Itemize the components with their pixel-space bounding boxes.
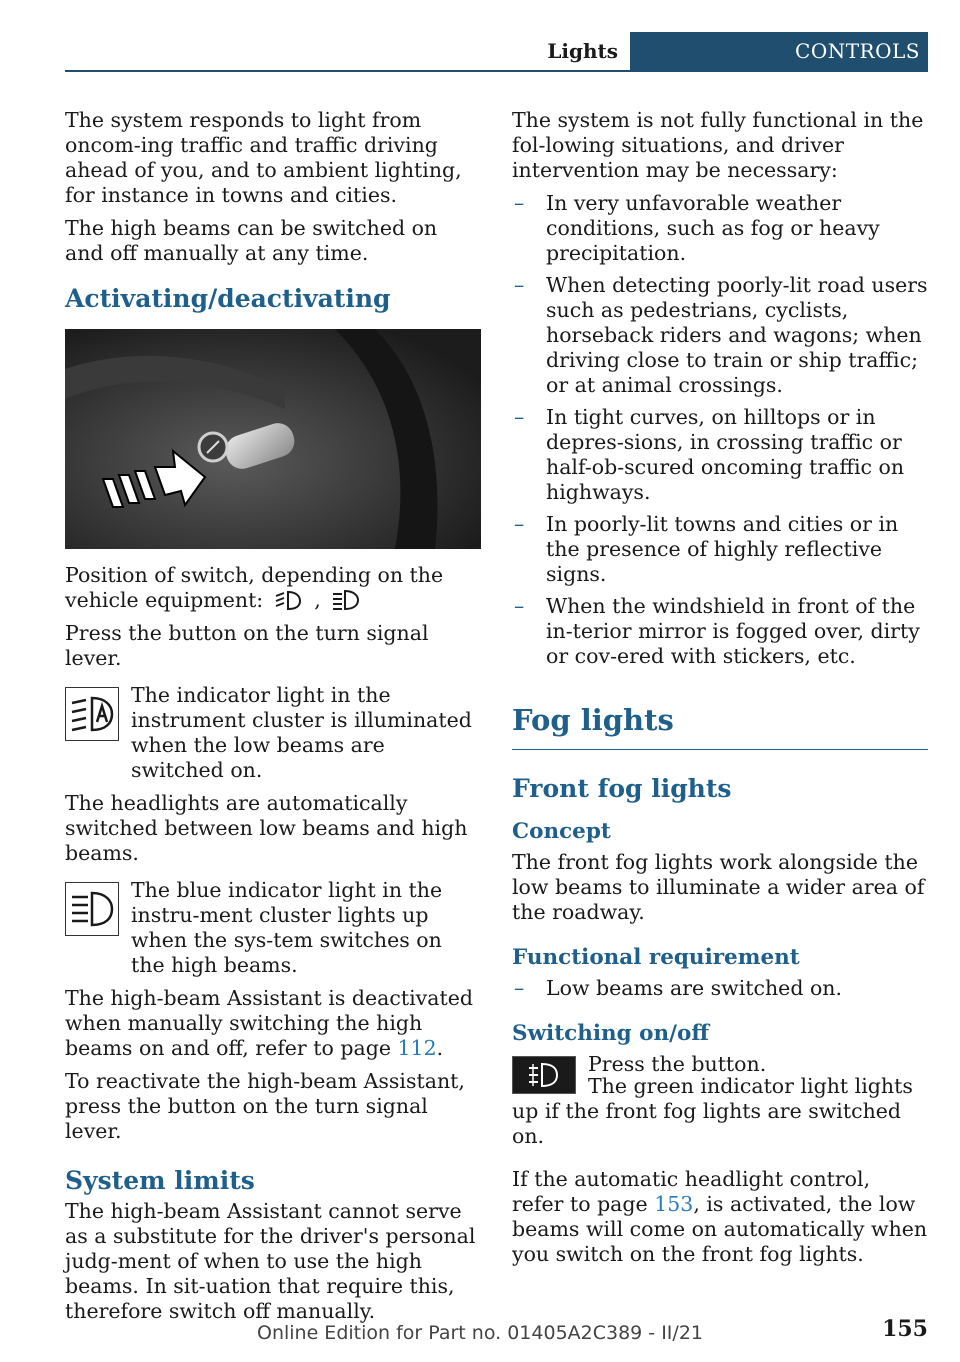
indicator-high-beam-row bbox=[65, 878, 481, 978]
paragraph-deactivate: The high-beam Assistant is deactivated when manually switching the high beams on and off, refer to page 112. bbox=[65, 986, 473, 1060]
paragraph: The front fog lights work alongside the low beams to illuminate a wider area of the roadway. bbox=[512, 850, 925, 924]
paragraph-position: Position of switch, depending on the vehicle equipment: , bbox=[65, 563, 444, 612]
page-header bbox=[65, 32, 928, 72]
indicator-low-beam-row bbox=[65, 683, 481, 783]
fog-button-row bbox=[512, 1052, 928, 1102]
list-item: – In tight curves, on hilltops or in depres-sions, in crossing traffic or half-ob-scured oncoming traffic on highways. bbox=[512, 405, 928, 505]
heading-activating: Activating/deactivating bbox=[65, 284, 391, 313]
section-title: Lights bbox=[547, 39, 618, 63]
requirement-list bbox=[512, 976, 928, 1001]
list-item: – When the windshield in front of the in-terior mirror is fogged over, dirty or cov-ered with stickers, etc. bbox=[512, 594, 928, 669]
paragraph-auto-headlight: If the automatic headlight control, refer to page 153, is activated, the low beams will come on automatically when you switch on the front fog lights. bbox=[512, 1167, 928, 1266]
page-number: 155 bbox=[882, 1316, 928, 1342]
paragraph: The headlights are automatically switched between low beams and high beams. bbox=[65, 791, 468, 865]
high-beam-indicator-icon bbox=[65, 882, 119, 936]
indicator-description: The blue indicator light in the instru-ment cluster lights up when the sys-tem switches on the high beams. bbox=[131, 878, 443, 977]
list-item: – Low beams are switched on. bbox=[512, 976, 928, 1001]
edition-footer: Online Edition for Part no. 01405A2C389 - II/21 bbox=[256, 1322, 703, 1344]
left-column bbox=[65, 108, 481, 1332]
paragraph: Press the button on the turn signal lever. bbox=[65, 621, 429, 670]
high-beam-icon bbox=[331, 588, 361, 612]
paragraph: To reactivate the high-beam Assistant, press the button on the turn signal lever. bbox=[65, 1069, 465, 1143]
heading-system-limits: System limits bbox=[65, 1166, 255, 1195]
heading-concept: Concept bbox=[512, 819, 611, 844]
high-beam-assist-icon bbox=[274, 588, 304, 612]
chapter-tab: CONTROLS bbox=[630, 32, 928, 70]
list-item: – In poorly-lit towns and cities or in the presence of highly reflective signs. bbox=[512, 512, 928, 587]
paragraph: The high-beam Assistant cannot serve as a substitute for the driver's personal judg-ment of when to use the high beams. In sit-uation that require this, therefore switch off manually. bbox=[65, 1199, 476, 1323]
front-fog-light-button-icon bbox=[512, 1056, 576, 1094]
limits-list bbox=[512, 191, 928, 669]
heading-front-fog-lights: Front fog lights bbox=[512, 774, 732, 803]
page-link-153[interactable]: 153 bbox=[654, 1192, 694, 1216]
paragraph-green-indicator: The green indicator light lights up if the front fog lights are switched on. bbox=[512, 1074, 913, 1148]
paragraph: Press the button. bbox=[588, 1052, 767, 1076]
list-item: – In very unfavorable weather conditions, such as fog or heavy precipitation. bbox=[512, 191, 928, 266]
steering-lever-photo bbox=[65, 329, 481, 549]
heading-fog-lights: Fog lights bbox=[512, 703, 928, 750]
page-link-112[interactable]: 112 bbox=[397, 1036, 437, 1060]
paragraph: The system is not fully functional in the fol-lowing situations, and driver intervention may be necessary: bbox=[512, 108, 924, 182]
lever-photo-illustration bbox=[65, 329, 481, 549]
list-item: – When detecting poorly-lit road users such as pedestrians, cyclists, horseback riders and wagons; when driving close to train or ship traffic; or at animal crossings. bbox=[512, 273, 928, 398]
heading-switching: Switching on/off bbox=[512, 1021, 709, 1046]
paragraph: The high beams can be switched on and off manually at any time. bbox=[65, 216, 438, 265]
indicator-description: The indicator light in the instrument cluster is illuminated when the low beams are switched on. bbox=[131, 683, 472, 782]
right-column bbox=[512, 108, 928, 1275]
low-beam-assist-indicator-icon bbox=[65, 687, 119, 741]
paragraph: The system responds to light from oncom-ing traffic and traffic driving ahead of you, and to ambient lighting, for instance in towns and cities. bbox=[65, 108, 462, 207]
heading-functional-requirement: Functional requirement bbox=[512, 945, 800, 970]
